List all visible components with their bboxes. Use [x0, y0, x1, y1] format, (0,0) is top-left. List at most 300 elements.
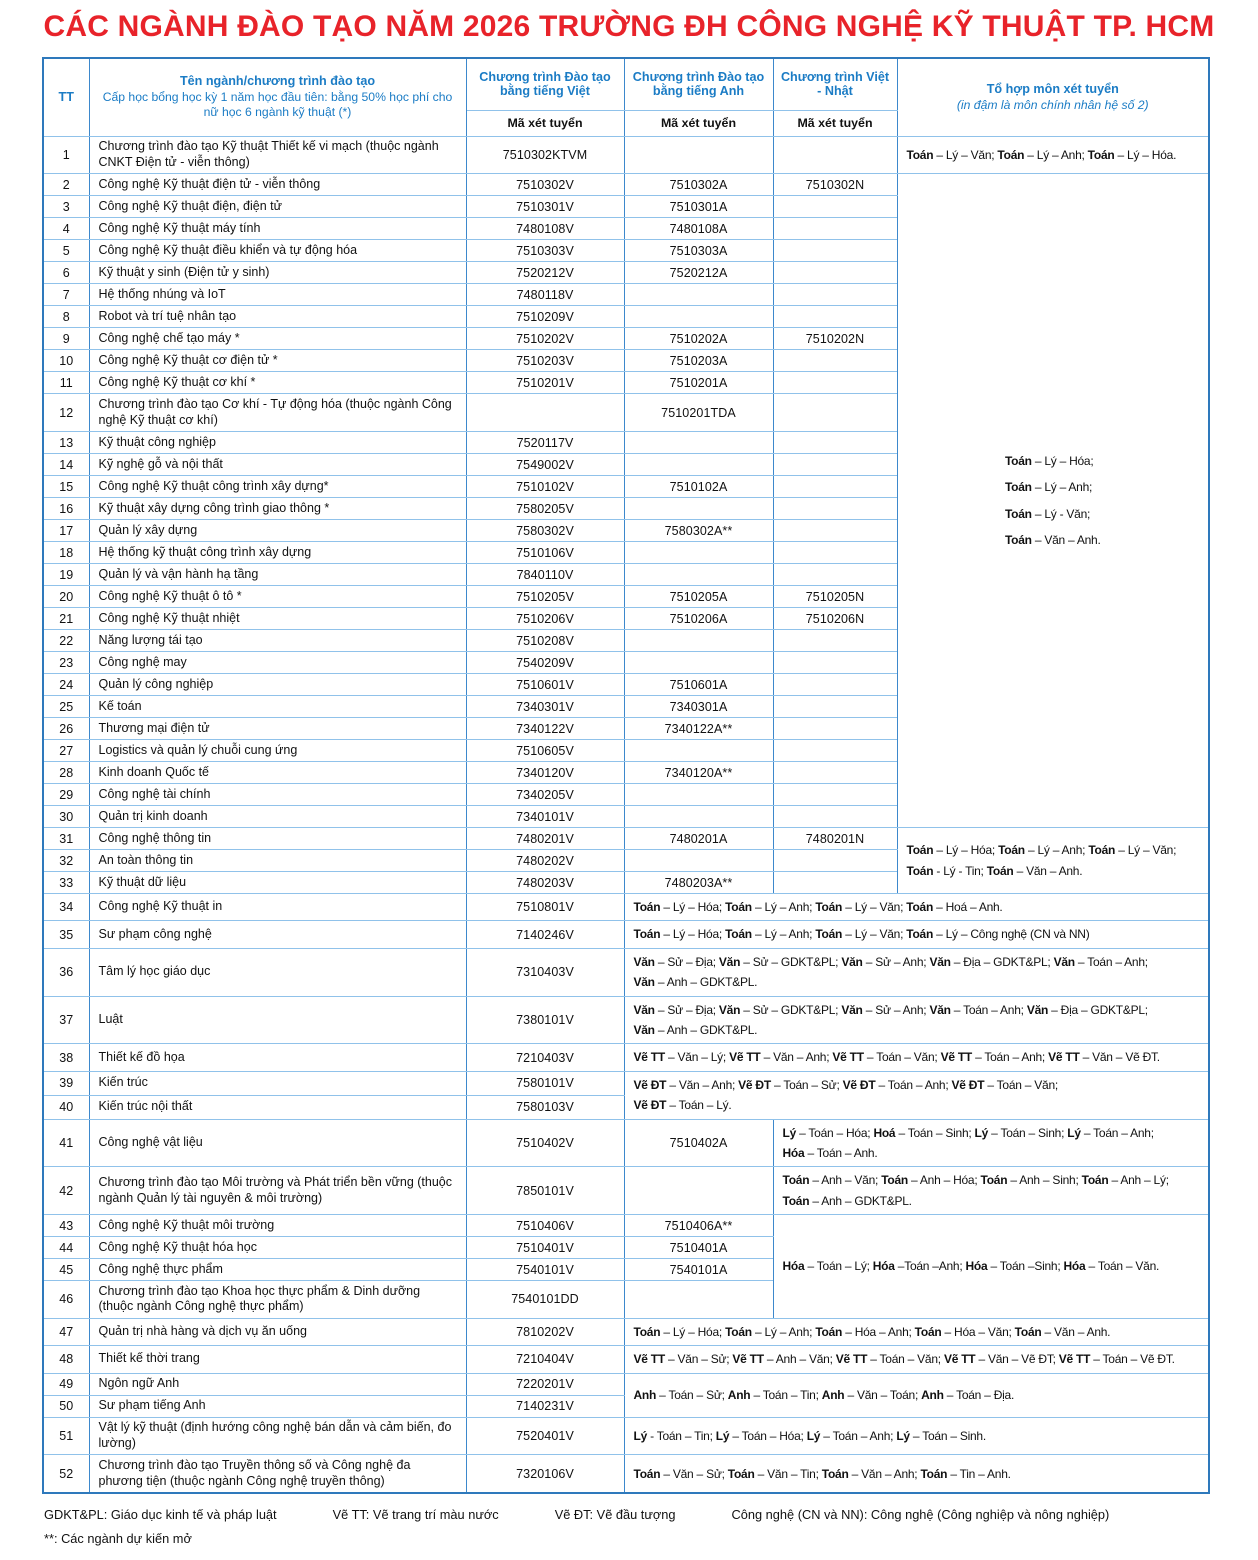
program-name: Quản trị nhà hàng và dịch vụ ăn uống: [89, 1318, 466, 1345]
header-row-main: [43, 58, 1209, 110]
admission-combination-text: Toán – Lý – Hóa; Toán – Lý – Anh; Toán – Lý - Văn; Toán – Văn – Anh.: [1004, 454, 1101, 547]
code-nhat: 7510202N: [773, 328, 897, 350]
row-number: 52: [43, 1455, 89, 1493]
admission-combination-text: Văn – Sử – Địa; Văn – Sử – GDKT&PL; Văn – Sử – Anh; Văn – Toán – Anh; Văn – Địa – GDKT&PL; Văn – Anh – GDKT&PL.: [633, 1002, 1148, 1037]
code-nhat: [773, 498, 897, 520]
admission-combination-text: Văn – Sử – Địa; Văn – Sử – GDKT&PL; Văn – Sử – Anh; Văn – Địa – GDKT&PL; Văn – Toán – Anh; Văn – Anh – GDKT&PL.: [633, 954, 1148, 990]
legend-row: [44, 1507, 1258, 1522]
program-name: Kinh doanh Quốc tế: [89, 762, 466, 784]
code-anh: [624, 454, 773, 476]
code-nhat: 7510206N: [773, 608, 897, 630]
row-number: 36: [43, 948, 89, 996]
row-number: 23: [43, 652, 89, 674]
program-name: Công nghệ Kỹ thuật cơ khí *: [89, 372, 466, 394]
table-row: [43, 1167, 1209, 1215]
code-viet: 7510601V: [466, 674, 624, 696]
code-anh: [624, 564, 773, 586]
row-number: 44: [43, 1237, 89, 1259]
code-nhat: [773, 564, 897, 586]
program-name: Kỹ thuật xây dựng công trình giao thông *: [89, 498, 466, 520]
admission-combination: [624, 1417, 1209, 1455]
code-nhat: [773, 240, 897, 262]
code-anh: [624, 806, 773, 828]
table-row: [43, 921, 1209, 948]
row-number: 27: [43, 740, 89, 762]
header-program-vietnamese: Chương trình Đào tạo bằng tiếng Việt: [466, 58, 624, 110]
program-name: Công nghệ chế tạo máy *: [89, 328, 466, 350]
row-number: 43: [43, 1215, 89, 1237]
table-row: [43, 1215, 1209, 1237]
code-anh: 7510303A: [624, 240, 773, 262]
program-name: Kiến trúc nội thất: [89, 1095, 466, 1119]
row-number: 39: [43, 1071, 89, 1095]
row-number: 42: [43, 1167, 89, 1215]
row-number: 49: [43, 1373, 89, 1395]
table-row: [43, 1373, 1209, 1395]
header-program-name: [89, 58, 466, 136]
program-name: Vật lý kỹ thuật (định hướng công nghệ bán dẫn và cảm biến, đo lường): [89, 1417, 466, 1455]
code-nhat: [773, 520, 897, 542]
code-nhat: [773, 454, 897, 476]
code-nhat: [773, 542, 897, 564]
table-row: [43, 1044, 1209, 1071]
program-name: Quản lý công nghiệp: [89, 674, 466, 696]
footnote-expected-majors: **: Các ngành dự kiến mở: [44, 1531, 192, 1547]
table-row: [43, 1417, 1209, 1455]
row-number: 24: [43, 674, 89, 696]
legend-cong-nghe: Công nghệ (CN và NN): Công nghệ (Công nghiệp và nông nghiệp): [731, 1507, 1110, 1523]
table-row: [43, 828, 1209, 850]
header-ma-xet-tuyen-nhat: Mã xét tuyển: [773, 110, 897, 136]
admission-combination: [624, 1071, 1209, 1119]
code-viet: 7510206V: [466, 608, 624, 630]
program-name: Năng lượng tái tạo: [89, 630, 466, 652]
program-name: Công nghệ thực phẩm: [89, 1259, 466, 1281]
code-anh: 7510102A: [624, 476, 773, 498]
code-viet: 7140231V: [466, 1395, 624, 1417]
header-program-english: Chương trình Đào tạo bằng tiếng Anh: [624, 58, 773, 110]
row-number: 11: [43, 372, 89, 394]
header-program-name-subtitle: Cấp học bổng học kỳ 1 năm học đầu tiên: bằng 50% học phí cho nữ học 6 ngành kỹ thuật (*): [102, 90, 453, 120]
code-nhat: [773, 872, 897, 894]
code-anh: 7510201TDA: [624, 394, 773, 432]
row-number: 4: [43, 218, 89, 240]
program-name: Chương trình đào tạo Truyền thông số và Công nghệ đa phương tiện (thuộc ngành Công nghệ truyền thông): [89, 1455, 466, 1493]
code-viet: 7840110V: [466, 564, 624, 586]
row-number: 15: [43, 476, 89, 498]
code-nhat: [773, 306, 897, 328]
table-row: [43, 174, 1209, 196]
code-viet: 7340205V: [466, 784, 624, 806]
code-viet: 7520117V: [466, 432, 624, 454]
row-number: 50: [43, 1395, 89, 1417]
row-number: 33: [43, 872, 89, 894]
code-viet: [466, 394, 624, 432]
header-program-viet-nhat: Chương trình Việt - Nhật: [773, 58, 897, 110]
code-anh: [624, 784, 773, 806]
code-viet: 7510301V: [466, 196, 624, 218]
program-name: Công nghệ Kỹ thuật cơ điện tử *: [89, 350, 466, 372]
code-viet: 7480202V: [466, 850, 624, 872]
code-viet: 7520401V: [466, 1417, 624, 1455]
row-number: 19: [43, 564, 89, 586]
program-name: Luật: [89, 996, 466, 1044]
code-anh: [624, 432, 773, 454]
code-viet: 7310403V: [466, 948, 624, 996]
admission-combination: [624, 996, 1209, 1044]
code-anh: 7510601A: [624, 674, 773, 696]
code-nhat: [773, 476, 897, 498]
code-anh: 7510406A**: [624, 1215, 773, 1237]
row-number: 26: [43, 718, 89, 740]
admission-combination: [624, 1373, 1209, 1417]
code-nhat: [773, 136, 897, 174]
code-viet: 7540101DD: [466, 1281, 624, 1319]
code-anh: [624, 498, 773, 520]
row-number: 2: [43, 174, 89, 196]
code-anh: 7510302A: [624, 174, 773, 196]
row-number: 38: [43, 1044, 89, 1071]
code-nhat: [773, 262, 897, 284]
footer: [44, 1507, 1258, 1560]
row-number: 18: [43, 542, 89, 564]
code-viet: 7510209V: [466, 306, 624, 328]
row-number: 14: [43, 454, 89, 476]
code-anh: [624, 850, 773, 872]
code-anh: [624, 740, 773, 762]
header-tt: TT: [43, 58, 89, 136]
program-name: Quản trị kinh doanh: [89, 806, 466, 828]
legend-ve-dt: Vẽ ĐT: Vẽ đầu tượng: [554, 1507, 676, 1523]
row-number: 17: [43, 520, 89, 542]
code-viet: 7510605V: [466, 740, 624, 762]
code-viet: 7510203V: [466, 350, 624, 372]
code-viet: 7210404V: [466, 1346, 624, 1373]
program-name: Công nghệ Kỹ thuật điện tử - viễn thông: [89, 174, 466, 196]
program-name: Sư phạm công nghệ: [89, 921, 466, 948]
row-number: 10: [43, 350, 89, 372]
admission-combination-text: Toán – Lý – Hóa; Toán – Lý – Anh; Toán – Hóa – Anh; Toán – Hóa – Văn; Toán – Văn – Anh.: [633, 1324, 1111, 1339]
table-row: [43, 136, 1209, 174]
program-name: Công nghệ Kỹ thuật hóa học: [89, 1237, 466, 1259]
program-name: Kỹ thuật dữ liệu: [89, 872, 466, 894]
code-anh: [624, 630, 773, 652]
code-nhat: [773, 740, 897, 762]
row-number: 22: [43, 630, 89, 652]
code-anh: 7480108A: [624, 218, 773, 240]
program-name: Chương trình đào tạo Kỹ thuật Thiết kế vi mạch (thuộc ngành CNKT Điện tử - viễn thông): [89, 136, 466, 174]
code-nhat: 7480201N: [773, 828, 897, 850]
header-combination-title: Tổ hợp môn xét tuyển: [986, 82, 1119, 97]
code-nhat: [773, 850, 897, 872]
program-name: Công nghệ tài chính: [89, 784, 466, 806]
admission-combination: [773, 1215, 1209, 1319]
row-number: 8: [43, 306, 89, 328]
code-nhat: [773, 372, 897, 394]
code-viet: 7480108V: [466, 218, 624, 240]
code-nhat: [773, 350, 897, 372]
code-nhat: [773, 762, 897, 784]
code-viet: 7220201V: [466, 1373, 624, 1395]
table-row: [43, 1455, 1209, 1493]
code-viet: 7810202V: [466, 1318, 624, 1345]
program-name: Công nghệ Kỹ thuật máy tính: [89, 218, 466, 240]
code-viet: 7340301V: [466, 696, 624, 718]
row-number: 51: [43, 1417, 89, 1455]
code-nhat: [773, 784, 897, 806]
admission-combination-text: Vẽ TT – Văn – Sử; Vẽ TT – Anh – Văn; Vẽ TT – Toán – Văn; Vẽ TT – Văn – Vẽ ĐT; Vẽ TT – Toán – Vẽ ĐT.: [633, 1352, 1175, 1367]
table-row: [43, 1318, 1209, 1345]
code-anh: 7510301A: [624, 196, 773, 218]
program-name: Sư phạm tiếng Anh: [89, 1395, 466, 1417]
row-number: 7: [43, 284, 89, 306]
admission-combination: [897, 136, 1209, 174]
row-number: 37: [43, 996, 89, 1044]
row-number: 21: [43, 608, 89, 630]
code-nhat: [773, 696, 897, 718]
code-nhat: [773, 218, 897, 240]
row-number: 20: [43, 586, 89, 608]
admission-combination: [773, 1119, 1209, 1167]
code-viet: 7510303V: [466, 240, 624, 262]
admission-combination-text: Vẽ TT – Văn – Lý; Vẽ TT – Văn – Anh; Vẽ TT – Toán – Văn; Vẽ TT – Toán – Anh; Vẽ TT – Văn – Vẽ ĐT.: [633, 1050, 1160, 1065]
row-number: 47: [43, 1318, 89, 1345]
table-row: [43, 1346, 1209, 1373]
admission-combination-text: Toán – Lý – Văn; Toán – Lý – Anh; Toán – Lý – Hóa.: [906, 147, 1177, 162]
row-number: 16: [43, 498, 89, 520]
row-number: 3: [43, 196, 89, 218]
programs-table: [42, 57, 1210, 1494]
program-name: Thiết kế thời trang: [89, 1346, 466, 1373]
code-viet: 7210403V: [466, 1044, 624, 1071]
code-viet: 7510106V: [466, 542, 624, 564]
admission-combination: [624, 921, 1209, 948]
code-anh: 7510402A: [624, 1119, 773, 1167]
admission-combination-text: Lý - Toán – Tin; Lý – Toán – Hóa; Lý – Toán – Anh; Lý – Toán – Sinh.: [633, 1428, 986, 1443]
row-number: 34: [43, 894, 89, 921]
code-anh: [624, 306, 773, 328]
program-name: Chương trình đào tạo Cơ khí - Tự động hóa (thuộc ngành Công nghệ Kỹ thuật cơ khí): [89, 394, 466, 432]
code-nhat: [773, 718, 897, 740]
code-anh: 7540101A: [624, 1259, 773, 1281]
code-viet: 7380101V: [466, 996, 624, 1044]
admission-combination-text: Toán – Lý – Hóa; Toán – Lý – Anh; Toán – Lý – Văn; Toán – Lý – Công nghệ (CN và NN): [633, 927, 1090, 942]
row-number: 12: [43, 394, 89, 432]
row-number: 35: [43, 921, 89, 948]
program-name: Công nghệ Kỹ thuật điện, điện tử: [89, 196, 466, 218]
admission-combination-text: Vẽ ĐT – Văn – Anh; Vẽ ĐT – Toán – Sử; Vẽ ĐT – Toán – Anh; Vẽ ĐT – Toán – Văn; Vẽ ĐT – Toán – Lý.: [633, 1077, 1058, 1113]
code-nhat: 7510205N: [773, 586, 897, 608]
admission-combination: [897, 828, 1209, 894]
code-anh: 7480203A**: [624, 872, 773, 894]
code-anh: 7510401A: [624, 1237, 773, 1259]
code-nhat: [773, 674, 897, 696]
row-number: 46: [43, 1281, 89, 1319]
code-viet: 7480203V: [466, 872, 624, 894]
row-number: 30: [43, 806, 89, 828]
table-row: [43, 948, 1209, 996]
table-row: [43, 894, 1209, 921]
code-anh: 7510202A: [624, 328, 773, 350]
table-row: [43, 1071, 1209, 1095]
code-viet: 7520212V: [466, 262, 624, 284]
admission-combination-text: Toán – Lý – Hóa; Toán – Lý – Anh; Toán – Lý – Văn; Toán - Lý - Tin; Toán – Văn – Anh.: [906, 843, 1177, 878]
code-nhat: [773, 432, 897, 454]
row-number: 41: [43, 1119, 89, 1167]
code-nhat: [773, 394, 897, 432]
program-name: Công nghệ may: [89, 652, 466, 674]
code-nhat: [773, 806, 897, 828]
code-viet: 7510401V: [466, 1237, 624, 1259]
program-name: Công nghệ Kỹ thuật nhiệt: [89, 608, 466, 630]
code-nhat: [773, 284, 897, 306]
code-anh: 7510203A: [624, 350, 773, 372]
code-anh: [624, 1281, 773, 1319]
admission-combination: [773, 1167, 1209, 1215]
code-anh: [624, 1167, 773, 1215]
code-anh: 7520212A: [624, 262, 773, 284]
admission-combination-text: Toán – Anh – Văn; Toán – Anh – Hóa; Toán – Anh – Sinh; Toán – Anh – Lý; Toán – Anh – GDKT&PL.: [782, 1173, 1169, 1208]
code-viet: 7510801V: [466, 894, 624, 921]
code-anh: 7510206A: [624, 608, 773, 630]
admission-combination: [897, 174, 1209, 828]
program-name: Ngôn ngữ Anh: [89, 1373, 466, 1395]
code-viet: 7580302V: [466, 520, 624, 542]
row-number: 25: [43, 696, 89, 718]
row-number: 48: [43, 1346, 89, 1373]
program-name: An toàn thông tin: [89, 850, 466, 872]
code-viet: 7480201V: [466, 828, 624, 850]
code-viet: 7480118V: [466, 284, 624, 306]
program-name: Hệ thống kỹ thuật công trình xây dựng: [89, 542, 466, 564]
row-number: 9: [43, 328, 89, 350]
program-name: Công nghệ Kỹ thuật công trình xây dựng*: [89, 476, 466, 498]
program-name: Chương trình đào tạo Môi trường và Phát triển bền vững (thuộc ngành Quản lý tài nguyên & môi trường): [89, 1167, 466, 1215]
code-viet: 7540101V: [466, 1259, 624, 1281]
admission-combination: [624, 894, 1209, 921]
row-number: 1: [43, 136, 89, 174]
row-number: 31: [43, 828, 89, 850]
page-title: CÁC NGÀNH ĐÀO TẠO NĂM 2026 TRƯỜNG ĐH CÔNG NGHỆ KỸ THUẬT TP. HCM: [43, 10, 1215, 43]
program-name: Kế toán: [89, 696, 466, 718]
code-anh: 7340122A**: [624, 718, 773, 740]
code-viet: 7540209V: [466, 652, 624, 674]
code-nhat: [773, 652, 897, 674]
header-combination: [897, 58, 1209, 136]
code-nhat: 7510302N: [773, 174, 897, 196]
admission-combination: [624, 1346, 1209, 1373]
code-viet: 7510202V: [466, 328, 624, 350]
code-viet: 7580103V: [466, 1095, 624, 1119]
code-nhat: [773, 196, 897, 218]
code-viet: 7340120V: [466, 762, 624, 784]
program-name: Công nghệ Kỹ thuật môi trường: [89, 1215, 466, 1237]
admission-combination-text: Lý – Toán – Hóa; Hoá – Toán – Sinh; Lý – Toán – Sinh; Lý – Toán – Anh; Hóa – Toán – Anh.: [782, 1125, 1154, 1160]
admission-combination: [624, 1318, 1209, 1345]
program-name: Chương trình đào tạo Khoa học thực phẩm & Dinh dưỡng (thuộc ngành Công nghệ thực phẩm): [89, 1281, 466, 1319]
code-viet: 7510406V: [466, 1215, 624, 1237]
code-viet: 7340122V: [466, 718, 624, 740]
code-viet: 7549002V: [466, 454, 624, 476]
table-row: [43, 996, 1209, 1044]
admission-combination: [624, 948, 1209, 996]
program-name: Kỹ thuật công nghiệp: [89, 432, 466, 454]
program-name: Công nghệ vật liệu: [89, 1119, 466, 1167]
table-row: [43, 1119, 1209, 1167]
code-viet: 7340101V: [466, 806, 624, 828]
code-anh: 7480201A: [624, 828, 773, 850]
code-viet: 7510302KTVM: [466, 136, 624, 174]
code-anh: [624, 136, 773, 174]
header-ma-xet-tuyen-anh: Mã xét tuyển: [624, 110, 773, 136]
code-anh: 7510205A: [624, 586, 773, 608]
row-number: 5: [43, 240, 89, 262]
code-viet: 7140246V: [466, 921, 624, 948]
admission-combination: [624, 1455, 1209, 1493]
code-anh: 7510201A: [624, 372, 773, 394]
program-name: Thiết kế đồ họa: [89, 1044, 466, 1071]
header-ma-xet-tuyen-viet: Mã xét tuyển: [466, 110, 624, 136]
code-anh: 7340120A**: [624, 762, 773, 784]
row-number: 6: [43, 262, 89, 284]
admission-combination-text: Hóa – Toán – Lý; Hóa –Toán –Anh; Hóa – Toán –Sinh; Hóa – Toán – Văn.: [782, 1259, 1160, 1274]
legend-ve-tt: Vẽ TT: Vẽ trang trí màu nước: [332, 1507, 499, 1523]
program-name: Hệ thống nhúng và IoT: [89, 284, 466, 306]
row-number: 13: [43, 432, 89, 454]
program-name: Kỹ nghệ gỗ và nội thất: [89, 454, 466, 476]
program-name: Quản lý xây dựng: [89, 520, 466, 542]
program-name: Công nghệ thông tin: [89, 828, 466, 850]
code-viet: 7320106V: [466, 1455, 624, 1493]
header-combination-subtitle: (in đậm là môn chính nhân hệ số 2): [956, 98, 1149, 113]
header-program-name-title: Tên ngành/chương trình đào tạo: [179, 74, 376, 88]
table-header: [43, 58, 1209, 136]
program-name: Thương mại điện tử: [89, 718, 466, 740]
code-viet: 7510205V: [466, 586, 624, 608]
row-number: 45: [43, 1259, 89, 1281]
admission-combination: [624, 1044, 1209, 1071]
code-anh: 7340301A: [624, 696, 773, 718]
program-name: Kỹ thuật y sinh (Điện tử y sinh): [89, 262, 466, 284]
code-viet: 7510302V: [466, 174, 624, 196]
code-anh: [624, 652, 773, 674]
program-name: Công nghệ Kỹ thuật điều khiển và tự động hóa: [89, 240, 466, 262]
table-body: [43, 136, 1209, 1493]
program-name: Kiến trúc: [89, 1071, 466, 1095]
program-name: Robot và trí tuệ nhân tạo: [89, 306, 466, 328]
row-number: 29: [43, 784, 89, 806]
row-number: 40: [43, 1095, 89, 1119]
code-viet: 7510102V: [466, 476, 624, 498]
code-viet: 7510201V: [466, 372, 624, 394]
code-anh: [624, 542, 773, 564]
program-name: Tâm lý học giáo dục: [89, 948, 466, 996]
code-anh: [624, 284, 773, 306]
code-nhat: [773, 630, 897, 652]
admission-combination-text: Toán – Văn – Sử; Toán – Văn – Tin; Toán – Văn – Anh; Toán – Tin – Anh.: [633, 1466, 1011, 1481]
program-name: Quản lý và vận hành hạ tầng: [89, 564, 466, 586]
code-viet: 7510208V: [466, 630, 624, 652]
code-viet: 7510402V: [466, 1119, 624, 1167]
admission-combination-text: Toán – Lý – Hóa; Toán – Lý – Anh; Toán – Lý – Văn; Toán – Hoá – Anh.: [633, 900, 1003, 914]
row-number: 32: [43, 850, 89, 872]
code-viet: 7850101V: [466, 1167, 624, 1215]
admission-combination-text: Anh – Toán – Sử; Anh – Toán – Tin; Anh – Văn – Toán; Anh – Toán – Địa.: [633, 1387, 1015, 1402]
legend-gdktpl: GDKT&PL: Giáo dục kinh tế và pháp luật: [44, 1507, 277, 1523]
code-viet: 7580205V: [466, 498, 624, 520]
code-anh: 7580302A**: [624, 520, 773, 542]
program-name: Công nghệ Kỹ thuật ô tô *: [89, 586, 466, 608]
